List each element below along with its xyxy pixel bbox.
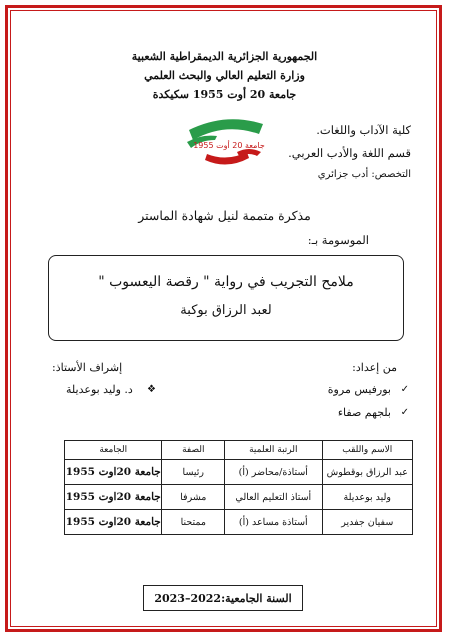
jury-role: مشرفا — [162, 485, 225, 510]
supervisor-name: د. وليد بوعديلة — [66, 383, 133, 396]
table-row — [65, 510, 413, 535]
university-name: جامعة 20 أوت 1955 سكيكدة — [152, 88, 297, 101]
thesis-title: ملامح التجريب في رواية " رقصة اليعسوب " — [98, 274, 354, 290]
jury-name: وليد بوعديلة — [322, 485, 412, 510]
faculty-name: كلية الآداب واللغات. — [316, 123, 411, 137]
supervision-label: إشراف الأستاذ: — [52, 361, 123, 374]
titled-label: الموسومة بـ: — [307, 233, 369, 247]
col-header-rank: الرتبة العلمية — [225, 441, 322, 460]
jury-name: سفيان جفدير — [322, 510, 412, 535]
jury-rank: أستاذة مساعد (أ) — [225, 510, 322, 535]
student-1: بورفيس مروة — [327, 383, 391, 396]
logo-text: جامعة 20 أوت 1955 — [193, 141, 265, 150]
diamond-bullet-icon: ❖ — [147, 384, 156, 395]
jury-rank: أستاذ التعليم العالي — [225, 485, 322, 510]
jury-university: جامعة 20اوت 1955 — [65, 485, 162, 510]
table-header-row — [65, 441, 413, 460]
col-header-university: الجامعة — [65, 441, 162, 460]
specialty: التخصص: أدب جزائري — [317, 169, 411, 180]
student-2: بلجهم صفاء — [337, 406, 391, 419]
check-icon: ✓ — [400, 407, 409, 418]
prepared-by-label: من إعداد: — [352, 361, 397, 374]
table-row — [65, 485, 413, 510]
ministry-name: وزارة التعليم العالي والبحث العلمي — [144, 69, 305, 82]
col-header-role: الصفة — [162, 441, 225, 460]
table-row — [65, 460, 413, 485]
jury-role: ممتحنا — [162, 510, 225, 535]
jury-university: جامعة 20اوت 1955 — [65, 460, 162, 485]
check-icon: ✓ — [400, 384, 409, 395]
jury-rank: أستاذة/محاضر (أ) — [225, 460, 322, 485]
thesis-author: لعبد الرزاق بوكبة — [180, 303, 272, 318]
republic-name: الجمهورية الجزائرية الديمقراطية الشعبية — [131, 50, 318, 63]
academic-year: السنة الجامعية:2022–2023 — [154, 591, 292, 605]
memo-type: مذكرة متممة لنيل شهادة الماستر — [138, 208, 311, 223]
university-logo — [177, 110, 277, 172]
thesis-title-box — [48, 255, 404, 341]
academic-year-box — [143, 585, 303, 611]
jury-university: جامعة 20اوت 1955 — [65, 510, 162, 535]
jury-role: رئيسا — [162, 460, 225, 485]
col-header-name: الاسم واللقب — [322, 441, 412, 460]
jury-table — [64, 440, 413, 535]
department-name: قسم اللغة والأدب العربي. — [288, 146, 411, 160]
jury-name: عبد الرزاق بوقطوش — [322, 460, 412, 485]
